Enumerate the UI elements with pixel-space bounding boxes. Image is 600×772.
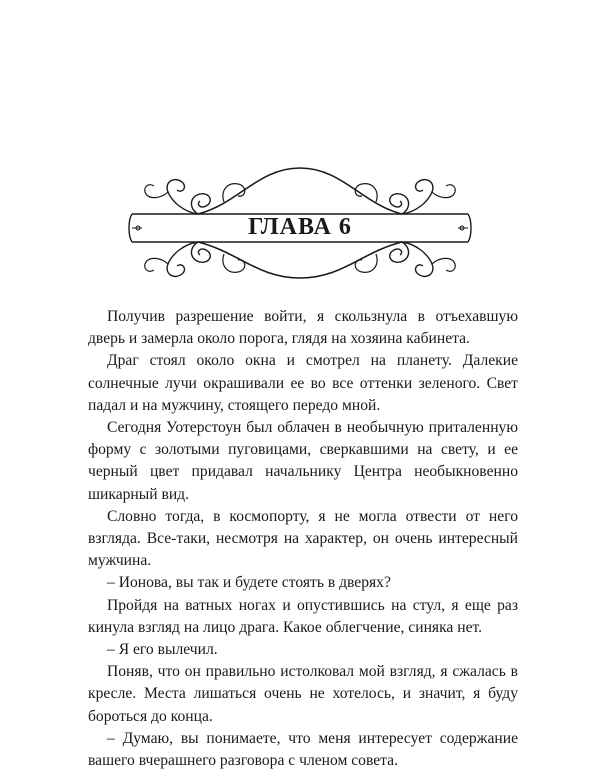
paragraph: Сегодня Уотерстоун был облачен в необычную приталенную форму с золотыми пуговицами, сверкавшими на свету, и ее черный цвет придавал начальнику Центра необыкновенно шикарный вид. bbox=[88, 419, 518, 503]
paragraph: Словно тогда, в космопорту, я не могла отвести от него взгляда. Все-таки, несмотря на характер, он очень интересный мужчина. bbox=[88, 507, 518, 570]
paragraph: Пройдя на ватных ногах и опустившись на стул, я еще раз кинула взгляд на лицо драга. Какое облегчение, синяка нет. bbox=[88, 596, 518, 636]
paragraph: Получив разрешение войти, я скользнула в отъехавшую дверь и замерла около порога, глядя на хозяина кабинета. bbox=[88, 308, 518, 348]
paragraph: Драг стоял около окна и смотрел на планету. Далекие солнечные лучи окрашивали ее во все оттенки зеленого. Свет падал и на мужчину, стоящего передо мной. bbox=[88, 352, 518, 414]
paragraph: Поняв, что он правильно истолковал мой взгляд, я сжалась в кресле. Места лишаться очень не хотелось, и значит, я буду бороться до конца. bbox=[88, 663, 518, 725]
paragraph: – Я его вылечил. bbox=[107, 641, 218, 659]
paragraph: – Думаю, вы понимаете, что меня интересует содержание вашего вчерашнего разговора с членом совета. bbox=[88, 729, 518, 770]
chapter-title: ГЛАВА 6 bbox=[248, 214, 352, 240]
paragraph: – Ионова, вы так и будете стоять в дверях? bbox=[107, 574, 391, 592]
body-text bbox=[88, 306, 518, 772]
